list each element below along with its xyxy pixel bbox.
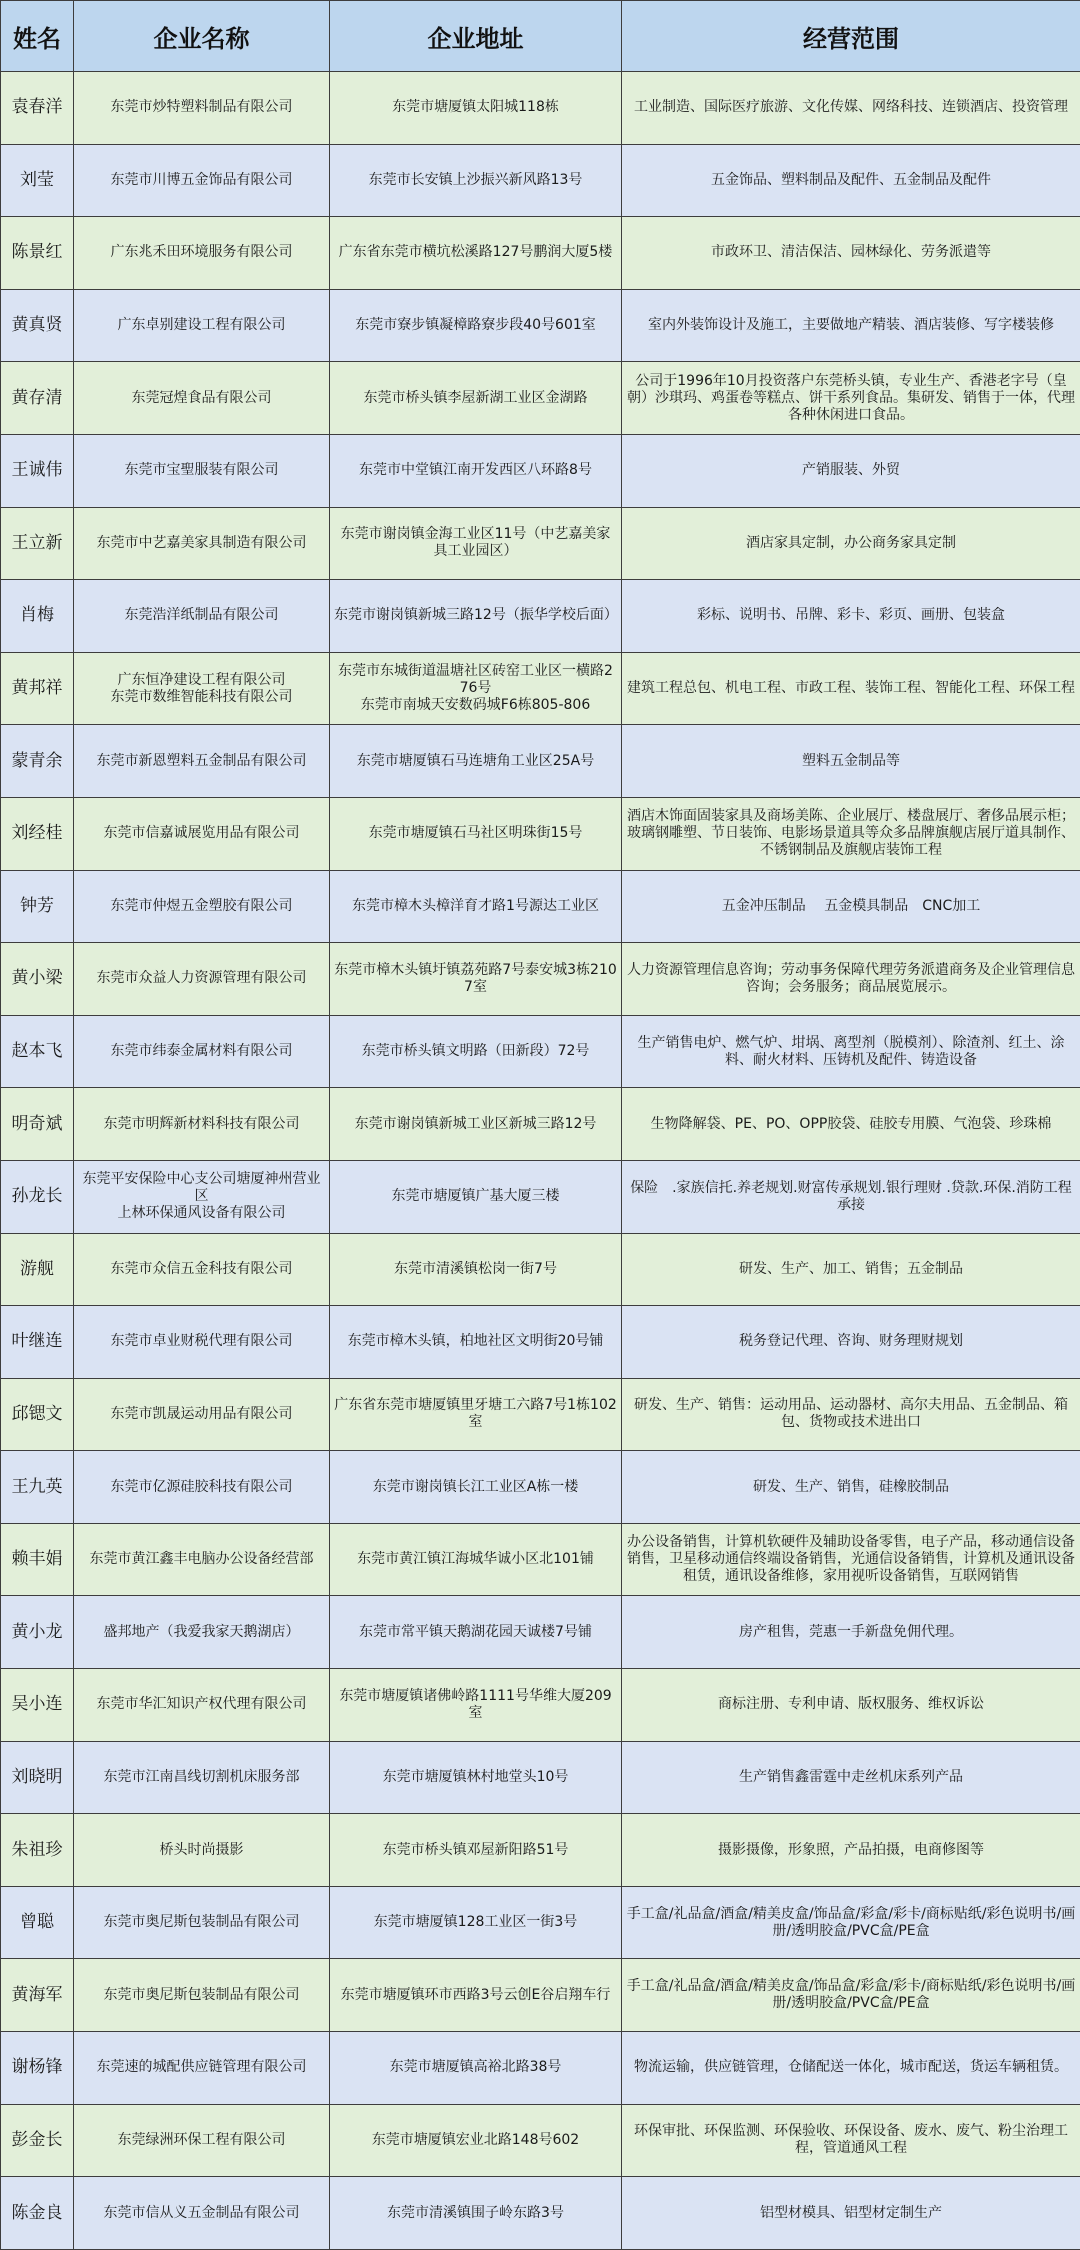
cell-company: 盛邦地产（我爱我家天鹅湖店）: [74, 1596, 330, 1669]
table-row: [1, 434, 1080, 507]
cell-company: 广东卓别建设工程有限公司: [74, 289, 330, 362]
cell-company: 东莞市卓业财税代理有限公司: [74, 1306, 330, 1379]
cell-scope: 建筑工程总包、机电工程、市政工程、装饰工程、智能化工程、环保工程: [622, 652, 1080, 725]
cell-scope: 房产租售，莞惠一手新盘免佣代理。: [622, 1596, 1080, 1669]
cell-scope: 研发、生产、加工、销售；五金制品: [622, 1233, 1080, 1306]
cell-scope: 生物降解袋、PE、PO、OPP胶袋、硅胶专用膜、气泡袋、珍珠棉: [622, 1088, 1080, 1161]
cell-name: 朱祖珍: [1, 1814, 74, 1887]
cell-address: 东莞市塘厦镇石马社区明珠街15号: [330, 797, 622, 870]
cell-company: 东莞市中艺嘉美家具制造有限公司: [74, 507, 330, 580]
cell-company: 东莞市亿源硅胶科技有限公司: [74, 1451, 330, 1524]
cell-company: 桥头时尚摄影: [74, 1814, 330, 1887]
cell-name: 赖丰娟: [1, 1523, 74, 1596]
cell-company: 东莞市众信五金科技有限公司: [74, 1233, 330, 1306]
cell-name: 谢杨锋: [1, 2032, 74, 2105]
cell-address: 广东省东莞市横坑松溪路127号鹏润大厦5楼: [330, 217, 622, 290]
cell-scope: 铝型材模具、铝型材定制生产: [622, 2177, 1080, 2250]
cell-scope: 产销服装、外贸: [622, 434, 1080, 507]
cell-name: 叶继连: [1, 1306, 74, 1379]
header-scope: 经营范围: [622, 1, 1080, 72]
cell-scope: 环保审批、环保监测、环保验收、环保设备、废水、废气、粉尘治理工程，管道通风工程: [622, 2104, 1080, 2177]
cell-scope: 物流运输，供应链管理，仓储配送一体化，城市配送，货运车辆租赁。: [622, 2032, 1080, 2105]
cell-name: 黄邦祥: [1, 652, 74, 725]
cell-address: 广东省东莞市塘厦镇里牙塘工六路7号1栋102室: [330, 1378, 622, 1451]
cell-company: 东莞绿洲环保工程有限公司: [74, 2104, 330, 2177]
cell-name: 袁春洋: [1, 72, 74, 145]
cell-name: 明奇斌: [1, 1088, 74, 1161]
cell-name: 黄存清: [1, 362, 74, 435]
table-row: [1, 144, 1080, 217]
table-row: [1, 1886, 1080, 1959]
table-row: [1, 1741, 1080, 1814]
cell-address: 东莞市谢岗镇长江工业区A栋一楼: [330, 1451, 622, 1524]
header-name: 姓名: [1, 1, 74, 72]
cell-company-line: 东莞平安保险中心支公司塘厦神州营业区: [78, 1171, 325, 1205]
cell-scope: 五金饰品、塑料制品及配件、五金制品及配件: [622, 144, 1080, 217]
table-row: [1, 1669, 1080, 1742]
header-address: 企业地址: [330, 1, 622, 72]
cell-company: 东莞市信从义五金制品有限公司: [74, 2177, 330, 2250]
cell-address: 东莞市中堂镇江南开发西区八环路8号: [330, 434, 622, 507]
cell-name: 黄真贤: [1, 289, 74, 362]
cell-address: 东莞市塘厦镇128工业区一街3号: [330, 1886, 622, 1959]
cell-name: 彭金长: [1, 2104, 74, 2177]
table-row: [1, 1814, 1080, 1887]
table-row: [1, 1596, 1080, 1669]
cell-name: 蒙青余: [1, 725, 74, 798]
cell-scope: 塑料五金制品等: [622, 725, 1080, 798]
cell-name: 孙龙长: [1, 1160, 74, 1233]
cell-name: 黄海军: [1, 1959, 74, 2032]
cell-scope: 手工盒/礼品盒/酒盒/精美皮盒/饰品盒/彩盒/彩卡/商标贴纸/彩色说明书/画册/透明胶盒/PVC盒/PE盒: [622, 1886, 1080, 1959]
table-row: [1, 1451, 1080, 1524]
cell-company-line: 广东恒净建设工程有限公司: [78, 672, 325, 689]
cell-name: 刘晓明: [1, 1741, 74, 1814]
cell-scope: 酒店木饰面固装家具及商场美陈、企业展厅、楼盘展厅、奢侈品展示柜；玻璃钢雕塑、节日装饰、电影场景道具等众多品牌旗舰店展厅道具制作、不锈钢制品及旗舰店装饰工程: [622, 797, 1080, 870]
cell-scope: 办公设备销售，计算机软硬件及辅助设备零售，电子产品，移动通信设备销售，卫星移动通信终端设备销售，光通信设备销售，计算机及通讯设备租赁，通讯设备维修，家用视听设备销售，互联网销售: [622, 1523, 1080, 1596]
cell-address: 东莞市长安镇上沙振兴新风路13号: [330, 144, 622, 217]
cell-address: 东莞市塘厦镇林村地堂头10号: [330, 1741, 622, 1814]
table-row: [1, 725, 1080, 798]
cell-scope: 五金冲压制品 五金模具制品 CNC加工: [622, 870, 1080, 943]
cell-name: 曾聪: [1, 1886, 74, 1959]
cell-address: 东莞市塘厦镇宏业北路148号602: [330, 2104, 622, 2177]
cell-address: 东莞市谢岗镇新城三路12号（振华学校后面）: [330, 580, 622, 653]
cell-company: 东莞市江南昌线切割机床服务部: [74, 1741, 330, 1814]
cell-company: 东莞市众益人力资源管理有限公司: [74, 943, 330, 1016]
cell-name: 黄小梁: [1, 943, 74, 1016]
table-row: [1, 1088, 1080, 1161]
cell-name: 吴小连: [1, 1669, 74, 1742]
cell-company: 广东兆禾田环境服务有限公司: [74, 217, 330, 290]
cell-name: 王诚伟: [1, 434, 74, 507]
table-row: [1, 507, 1080, 580]
table-row: [1, 1378, 1080, 1451]
cell-name: 陈景红: [1, 217, 74, 290]
cell-scope: 手工盒/礼品盒/酒盒/精美皮盒/饰品盒/彩盒/彩卡/商标贴纸/彩色说明书/画册/透明胶盒/PVC盒/PE盒: [622, 1959, 1080, 2032]
cell-address: 东莞市桥头镇李屋新湖工业区金湖路: [330, 362, 622, 435]
cell-name: 赵本飞: [1, 1015, 74, 1088]
cell-scope: 研发、生产、销售，硅橡胶制品: [622, 1451, 1080, 1524]
table-row: [1, 1160, 1080, 1233]
table-row: [1, 2032, 1080, 2105]
cell-address: 东莞市樟木头镇圩镇荔苑路7号泰安城3栋2107室: [330, 943, 622, 1016]
table-row: [1, 362, 1080, 435]
cell-company: 东莞冠煌食品有限公司: [74, 362, 330, 435]
table-row: [1, 580, 1080, 653]
cell-address: [330, 652, 622, 725]
cell-scope: 生产销售鑫雷霆中走丝机床系列产品: [622, 1741, 1080, 1814]
cell-company: 东莞市纬泰金属材料有限公司: [74, 1015, 330, 1088]
cell-company-line: 东莞市数维智能科技有限公司: [78, 689, 325, 706]
cell-scope: 摄影摄像，形象照，产品拍摄，电商修图等: [622, 1814, 1080, 1887]
cell-scope: 市政环卫、清洁保洁、园林绿化、劳务派遣等: [622, 217, 1080, 290]
cell-address: 东莞市谢岗镇新城工业区新城三路12号: [330, 1088, 622, 1161]
cell-scope: 室内外装饰设计及施工，主要做地产精装、酒店装修、写字楼装修: [622, 289, 1080, 362]
table-row: [1, 72, 1080, 145]
cell-address: 东莞市清溪镇松岗一街7号: [330, 1233, 622, 1306]
cell-name: 王立新: [1, 507, 74, 580]
table-row: [1, 870, 1080, 943]
cell-scope: 公司于1996年10月投资落户东莞桥头镇，专业生产、香港老字号（皇朝）沙琪玛、鸡蛋卷等糕点、饼干系列食品。集研发、销售于一体，代理各种休闲进口食品。: [622, 362, 1080, 435]
cell-address: 东莞市黄江镇江海城华诚小区北101铺: [330, 1523, 622, 1596]
cell-company: 东莞速的城配供应链管理有限公司: [74, 2032, 330, 2105]
cell-company: 东莞市仲煜五金塑胶有限公司: [74, 870, 330, 943]
cell-name: 肖梅: [1, 580, 74, 653]
table-row: [1, 1015, 1080, 1088]
cell-company: [74, 1160, 330, 1233]
cell-scope: 工业制造、国际医疗旅游、文化传媒、网络科技、连锁酒店、投资管理: [622, 72, 1080, 145]
cell-name: 刘经桂: [1, 797, 74, 870]
cell-address: 东莞市塘厦镇太阳城118栋: [330, 72, 622, 145]
table-row: [1, 289, 1080, 362]
cell-address: 东莞市塘厦镇石马连塘角工业区25A号: [330, 725, 622, 798]
cell-address: 东莞市樟木头镇，柏地社区文明街20号铺: [330, 1306, 622, 1379]
cell-company-line: 上林环保通风设备有限公司: [78, 1205, 325, 1222]
cell-scope: 酒店家具定制，办公商务家具定制: [622, 507, 1080, 580]
table-row: [1, 2177, 1080, 2250]
cell-scope: 税务登记代理、咨询、财务理财规划: [622, 1306, 1080, 1379]
cell-name: 游舰: [1, 1233, 74, 1306]
cell-scope: 生产销售电炉、燃气炉、坩埚、离型剂（脱模剂）、除渣剂、红土、涂料、耐火材料、压铸机及配件、铸造设备: [622, 1015, 1080, 1088]
cell-address: 东莞市塘厦镇高裕北路38号: [330, 2032, 622, 2105]
cell-company: 东莞市信嘉诚展览用品有限公司: [74, 797, 330, 870]
table-row: [1, 1959, 1080, 2032]
cell-address: 东莞市寮步镇凝樟路寮步段40号601室: [330, 289, 622, 362]
cell-address: 东莞市常平镇天鹅湖花园天诚楼7号铺: [330, 1596, 622, 1669]
cell-address: 东莞市桥头镇文明路（田新段）72号: [330, 1015, 622, 1088]
cell-address: 东莞市塘厦镇广基大厦三楼: [330, 1160, 622, 1233]
cell-name: 黄小龙: [1, 1596, 74, 1669]
cell-company: 东莞市新恩塑料五金制品有限公司: [74, 725, 330, 798]
cell-scope: 商标注册、专利申请、版权服务、维权诉讼: [622, 1669, 1080, 1742]
header-company: 企业名称: [74, 1, 330, 72]
table-row: [1, 797, 1080, 870]
cell-address: 东莞市塘厦镇环市西路3号云创E谷启翔车行: [330, 1959, 622, 2032]
cell-name: 钟芳: [1, 870, 74, 943]
cell-name: 陈金良: [1, 2177, 74, 2250]
cell-company: 东莞浩洋纸制品有限公司: [74, 580, 330, 653]
table-row: [1, 943, 1080, 1016]
table-row: [1, 652, 1080, 725]
cell-scope: 研发、生产、销售：运动用品、运动器材、高尔夫用品、五金制品、箱包、货物或技术进出口: [622, 1378, 1080, 1451]
cell-address-line: 东莞市东城街道温塘社区砖窑工业区一横路276号: [334, 663, 617, 697]
cell-scope: 彩标、说明书、吊牌、彩卡、彩页、画册、包装盒: [622, 580, 1080, 653]
cell-company: 东莞市川博五金饰品有限公司: [74, 144, 330, 217]
table-row: [1, 1233, 1080, 1306]
cell-name: 邱锶文: [1, 1378, 74, 1451]
cell-address: 东莞市塘厦镇诸佛岭路1111号华维大厦209室: [330, 1669, 622, 1742]
cell-company: 东莞市奥尼斯包装制品有限公司: [74, 1959, 330, 2032]
cell-name: 刘莹: [1, 144, 74, 217]
cell-address-line: 东莞市南城天安数码城F6栋805-806: [334, 697, 617, 714]
table-header-row: [1, 1, 1080, 72]
cell-address: 东莞市桥头镇邓屋新阳路51号: [330, 1814, 622, 1887]
cell-company: 东莞市炒特塑料制品有限公司: [74, 72, 330, 145]
table-row: [1, 1306, 1080, 1379]
cell-company: 东莞市宝聖服装有限公司: [74, 434, 330, 507]
cell-name: 王九英: [1, 1451, 74, 1524]
table-row: [1, 1523, 1080, 1596]
cell-company: 东莞市凯晟运动用品有限公司: [74, 1378, 330, 1451]
table-row: [1, 2104, 1080, 2177]
cell-company: [74, 652, 330, 725]
table-row: [1, 217, 1080, 290]
cell-address: 东莞市樟木头樟洋育才路1号源达工业区: [330, 870, 622, 943]
cell-company: 东莞市黄江鑫丰电脑办公设备经营部: [74, 1523, 330, 1596]
cell-company: 东莞市华汇知识产权代理有限公司: [74, 1669, 330, 1742]
cell-address: 东莞市清溪镇围子岭东路3号: [330, 2177, 622, 2250]
cell-address: 东莞市谢岗镇金海工业区11号（中艺嘉美家具工业园区）: [330, 507, 622, 580]
cell-company: 东莞市奥尼斯包装制品有限公司: [74, 1886, 330, 1959]
cell-company: 东莞市明辉新材料科技有限公司: [74, 1088, 330, 1161]
cell-scope: 保险 .家族信托.养老规划.财富传承规划.银行理财 .贷款.环保.消防工程承接: [622, 1160, 1080, 1233]
cell-scope: 人力资源管理信息咨询；劳动事务保障代理劳务派遣商务及企业管理信息咨询；会务服务；商品展览展示。: [622, 943, 1080, 1016]
